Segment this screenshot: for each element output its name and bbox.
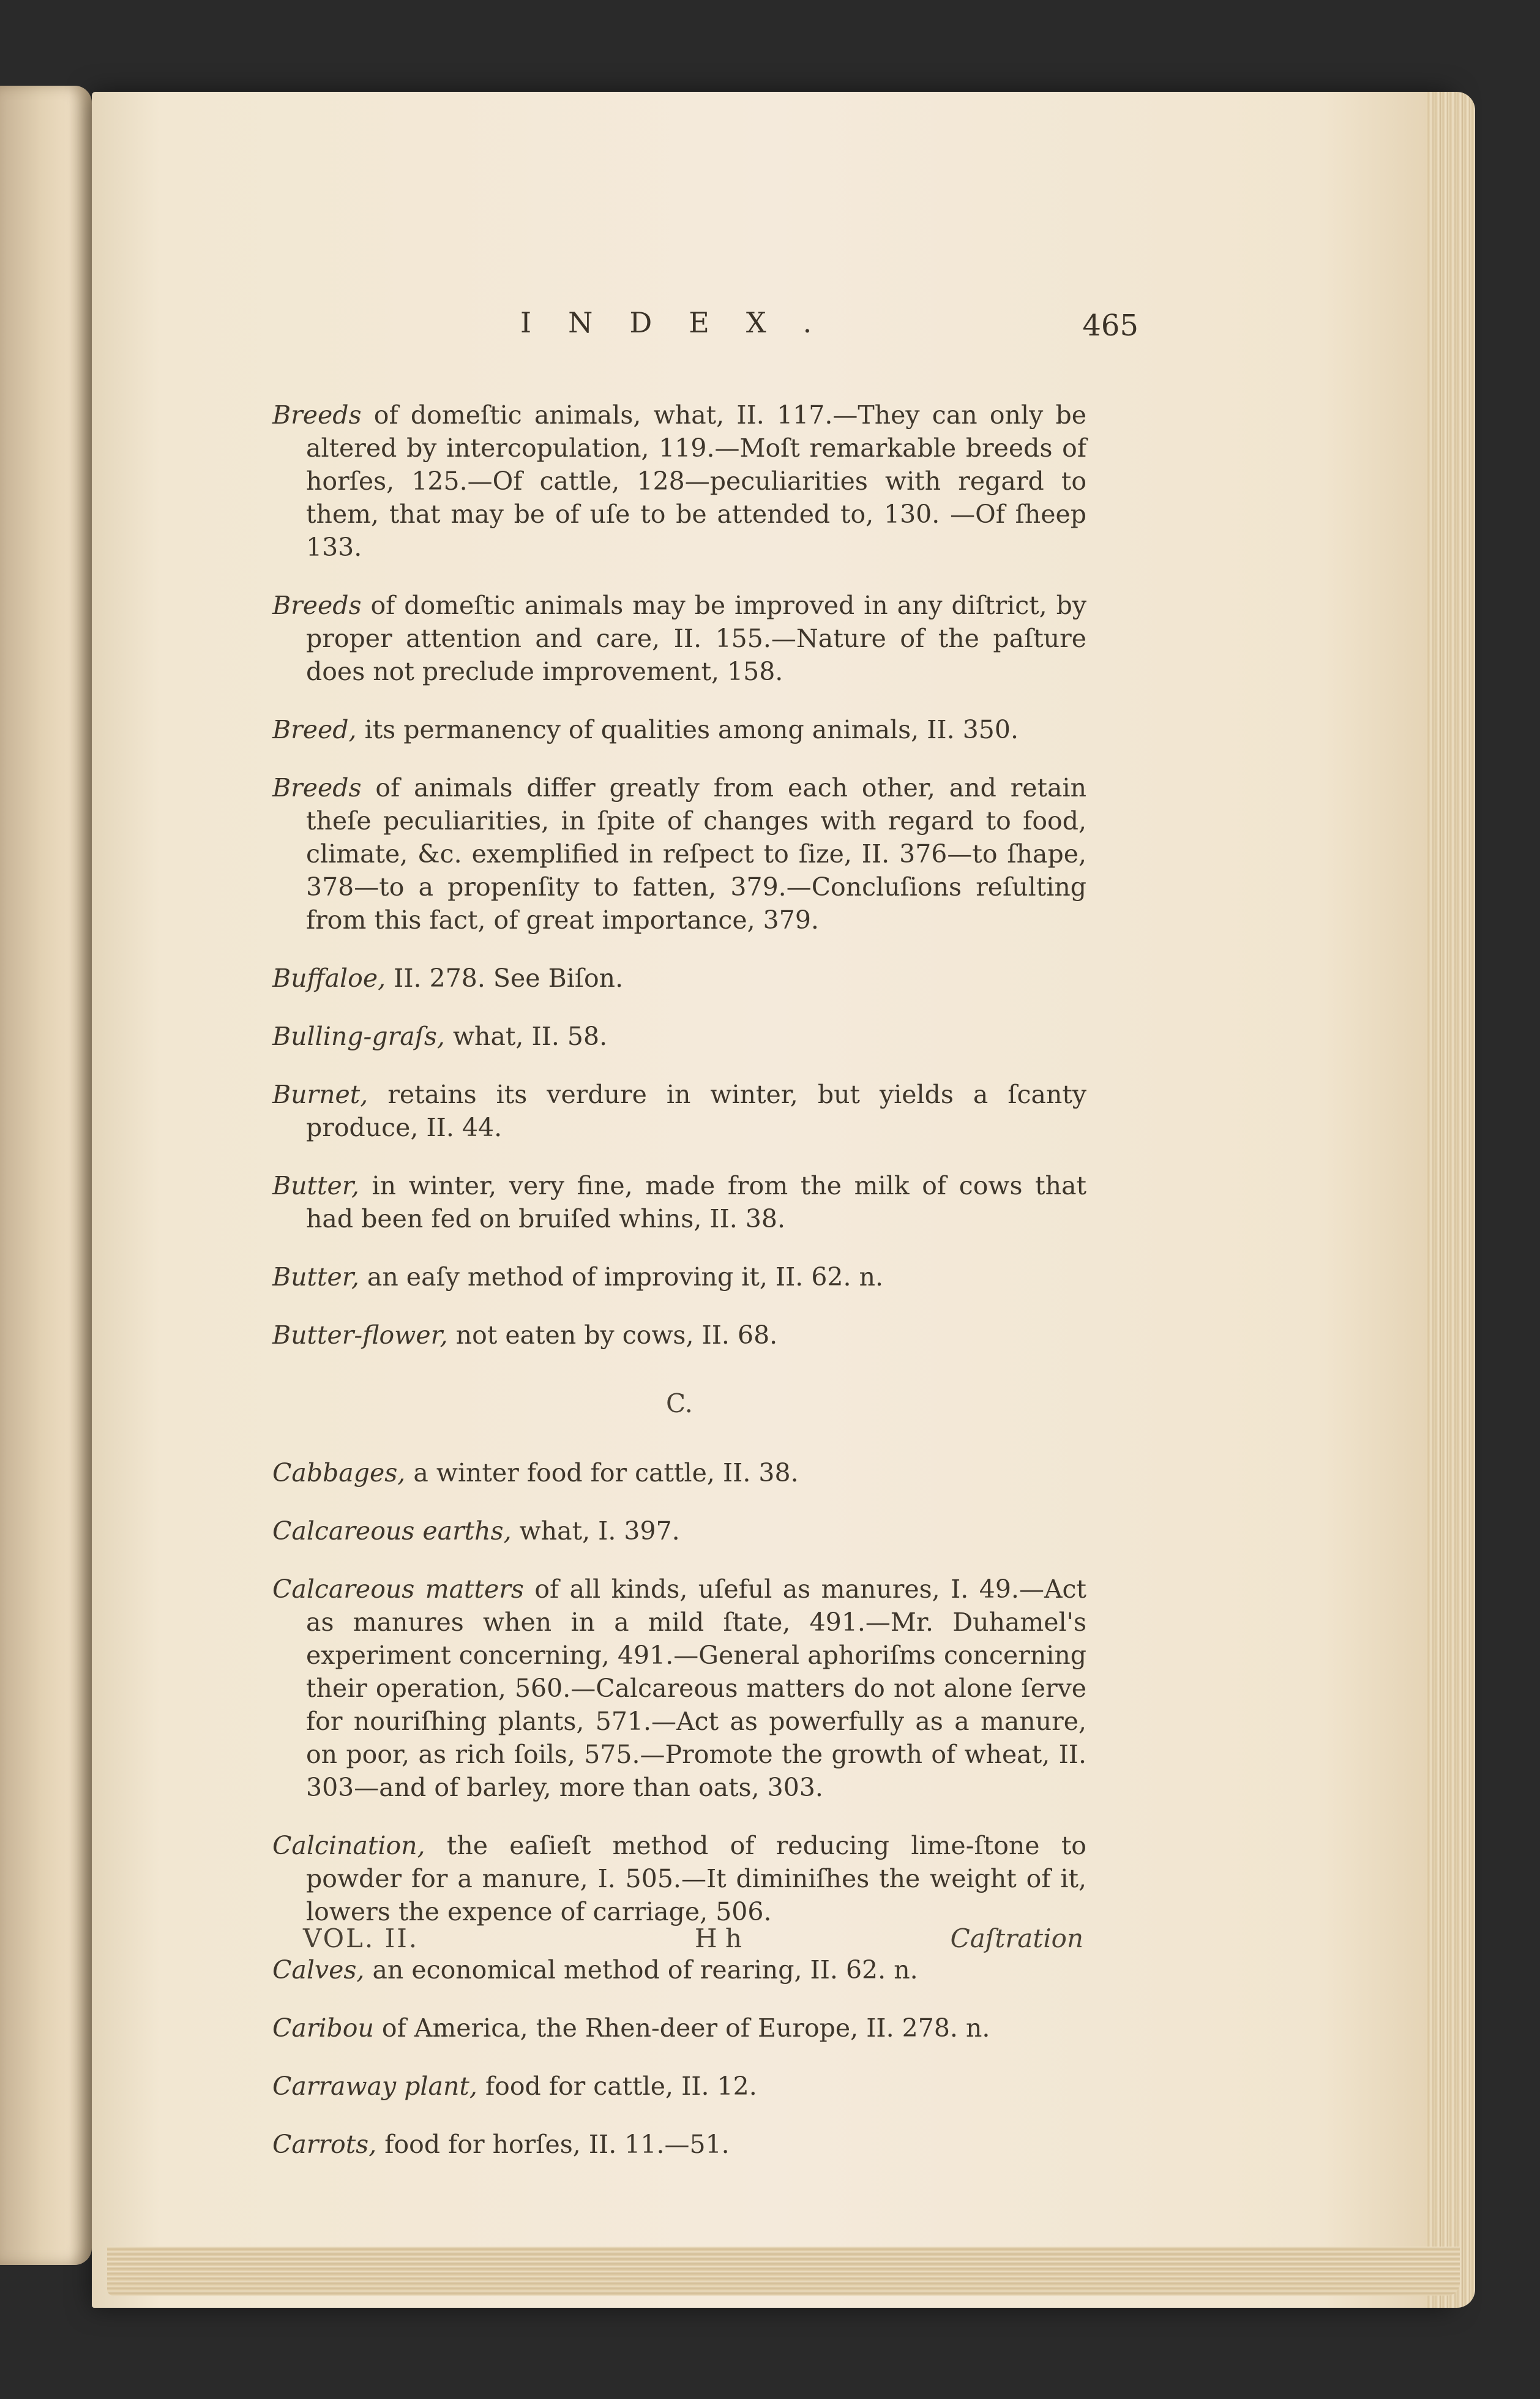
entry-term: Cabbages, [272,1458,406,1488]
page-footer [303,1923,1083,1960]
entries-c-list [272,1456,1086,2161]
entry-term: Butter-flower, [272,1320,448,1350]
index-entry [272,1573,1086,1804]
entry-text: an economical method of rearing, II. 62. n. [364,1955,918,1985]
entry-text: what, I. 397. [511,1516,680,1546]
entry-term: Carrots, [272,2130,377,2159]
index-entry [272,2070,1086,2103]
entry-text: not eaten by cows, II. 68. [447,1320,778,1350]
index-entry [272,713,1086,746]
index-entry [272,1169,1086,1235]
index-entry [272,1456,1086,1489]
section-letter-c: C. [666,1388,693,1418]
entry-text: its permanency of qualities among animals, II. 350. [356,715,1019,744]
entry-term: Breeds [272,591,362,620]
index-entry [272,771,1086,937]
entry-term: Breed, [272,715,357,744]
entry-term: Breeds [272,773,362,803]
page-number: 465 [1082,309,1138,343]
page-bottom-edge [107,2247,1460,2296]
index-entry [272,2128,1086,2161]
entry-text: an eaſy method of improving it, II. 62. n. [359,1262,884,1292]
volume-label: VOL. II. [303,1923,419,1953]
index-entry [272,1260,1086,1293]
entry-term: Butter, [272,1171,359,1200]
entry-term: Calcination, [272,1831,425,1860]
index-entry [272,1319,1086,1352]
signature-mark: H h [695,1923,742,1953]
entries-b-list [272,399,1086,1352]
entry-term: Breeds [272,400,362,430]
entry-text: of all kinds, uſeful as manures, I. 49.—Act as manures when in a mild ſtate, 491.—Mr. Duhamel's experiment concerning, 491.—General aphoriſms concerning their operation, 560.—Calcareous matters do not alone ſerve for nouriſhing plants, 571.—Act as powerfully as a manure, on poor, as rich ſoils, 575.—Promote the growth of wheat, II. 303—and of barley, more than oats, 303. [306,1574,1086,1802]
entry-text: of America, the Rhen-deer of Europe, II. 278. n. [373,2013,990,2043]
entry-text: of animals differ greatly from each other, and retain theſe peculiarities, in ſpite of changes with regard to food, climate, &c. exemplified in reſpect to ſize, II. 376—to ſhape, 378—to a propenſity to fatten, 379.—Concluſions reſulting from this fact, of great importance, 379. [306,773,1086,935]
entry-term: Bulling-graſs, [272,1022,445,1051]
index-entry [272,399,1086,564]
entry-term: Butter, [272,1262,359,1292]
index-entry [272,1514,1086,1548]
entry-text: in winter, very fine, made from the milk of cows that had been fed on bruiſed whins, II. 38. [306,1171,1086,1233]
entry-text: what, II. 58. [444,1022,608,1051]
index-entry [272,2012,1086,2045]
index-entry [272,1078,1086,1144]
index-entry [272,1020,1086,1053]
entry-term: Buffaloe, [272,964,386,993]
index-content [272,373,1086,2169]
entry-text: of domeſtic animals may be improved in any diſtrict, by proper attention and care, II. 155.—Nature of the paſture does not preclude improvement, 158. [306,591,1086,686]
page-fore-edge [1426,92,1475,2308]
entry-text: food for horſes, II. 11.—51. [376,2130,730,2159]
left-page-edge [0,86,92,2265]
running-head: INDEX. [520,306,849,339]
entry-term: Calves, [272,1955,365,1985]
index-entry [272,1829,1086,1928]
entry-text: II. 278. See Biſon. [386,964,624,993]
index-entry [272,589,1086,688]
entry-text: the eaſieſt method of reducing lime-ſtone to powder for a manure, I. 505.—It diminiſhes the weight of it, lowers the expence of carriage, 506. [306,1831,1086,1926]
entry-term: Calcareous matters [272,1574,524,1604]
entry-text: a winter food for cattle, II. 38. [405,1458,799,1488]
index-entry [272,962,1086,995]
entry-term: Caribou [272,2013,374,2043]
catchword: Caſtration [950,1923,1083,1953]
entry-text: food for cattle, II. 12. [477,2072,757,2101]
entry-term: Calcareous earths, [272,1516,512,1546]
entry-text: retains its verdure in winter, but yields a ſcanty produce, II. 44. [306,1080,1086,1142]
entry-term: Burnet, [272,1080,368,1109]
page-header [269,306,1138,355]
entry-text: of domeſtic animals, what, II. 117.—They can only be altered by intercopulation, 119.—Moſt remarkable breeds of horſes, 125.—Of cattle, 128—peculiarities with regard to them, that may be of uſe to be attended to, 130. —Of ſheep 133. [306,400,1086,562]
entry-term: Carraway plant, [272,2072,477,2101]
